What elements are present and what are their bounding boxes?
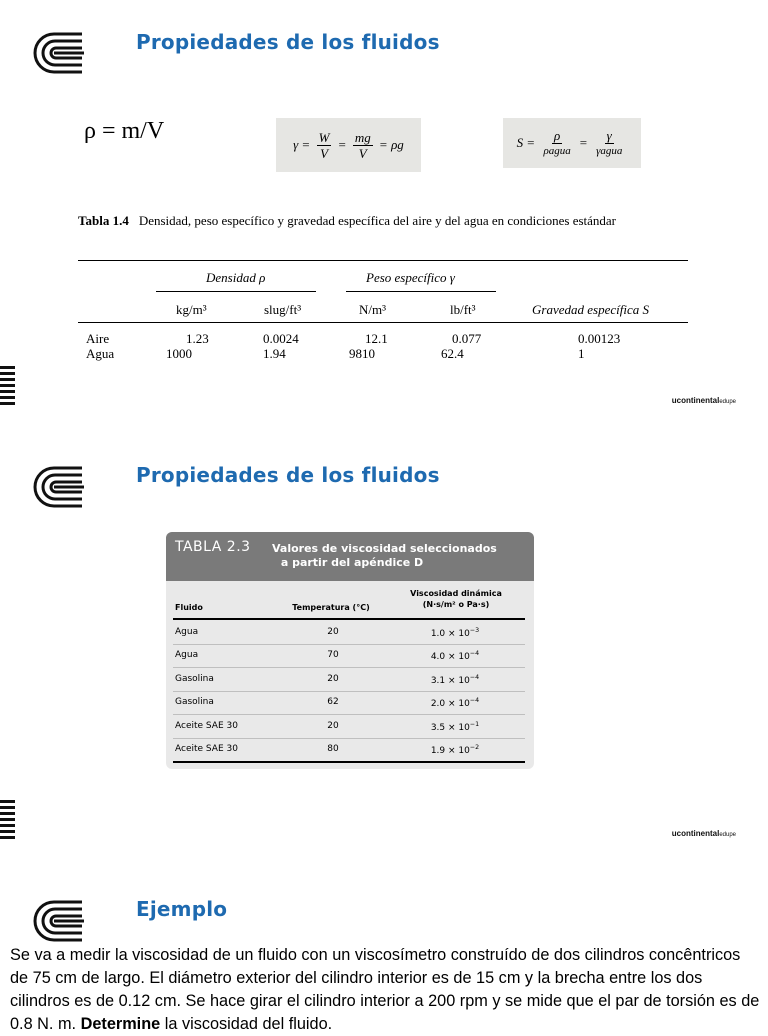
viscosity-cell: $4.0 \times 10^{-4}$	[430, 650, 480, 663]
table-cell: 1.23	[186, 331, 209, 346]
fluid-cell: Agua	[175, 650, 199, 661]
formula-numerator: γ	[606, 127, 612, 143]
brand-suffix: edupe	[719, 832, 736, 838]
table-cell: 62.4	[441, 346, 464, 361]
viscosity-mantissa: 1.0	[430, 629, 446, 639]
viscosity-mantissa: 4.0	[430, 652, 446, 663]
side-bars-icon	[0, 800, 16, 840]
table-row	[173, 691, 525, 715]
col-header-temperature: Temperatura (°C)	[292, 603, 370, 612]
viscosity-mantissa: 2.0	[430, 699, 446, 710]
group-header-density: Densidad ρ	[206, 270, 266, 285]
table-cell: 0.077	[452, 331, 482, 346]
formula-denominator: ρagua	[543, 144, 571, 157]
table-row	[173, 715, 525, 739]
table-caption-line2: a partir del apéndice D	[280, 556, 424, 569]
fluid-cell: Gasolina	[175, 697, 214, 708]
slide-title: Propiedades de los fluidos	[136, 30, 440, 54]
brand-footer	[672, 829, 736, 838]
table-caption-text: Densidad, peso específico y gravedad específica del aire y del agua en condiciones estándar	[138, 213, 617, 228]
ucontinental-logo-icon	[32, 30, 92, 76]
col-header: kg/m³	[176, 302, 207, 317]
fluid-cell: Agua	[175, 627, 199, 637]
viscosity-cell: $3.5 \times 10^{-1}$	[430, 720, 480, 733]
fluid-cell: Aceite SAE 30	[175, 744, 238, 754]
table-caption	[78, 212, 688, 229]
table-caption-line1: Valores de viscosidad seleccionados	[272, 542, 497, 555]
viscosity-exponent: −2	[469, 744, 480, 751]
temperature-cell: 80	[327, 744, 339, 754]
table-label: Tabla 1.4	[78, 213, 129, 228]
col-header-viscosity-line2: (N·s/m² o Pa·s)	[422, 600, 490, 609]
viscosity-mantissa: 1.9	[430, 746, 446, 756]
viscosity-mantissa: 3.5	[430, 722, 446, 733]
density-formula: ρ = m/V	[84, 118, 165, 144]
formula-numerator: ρ	[553, 127, 561, 143]
table-row	[173, 738, 525, 762]
ucontinental-logo-icon	[32, 898, 92, 944]
specific-gravity-formula: S = $\frac{\rho}{\text{ρagua}}$ = $\frac{\gamma}{\text{γagua}}$	[503, 118, 641, 168]
col-header-viscosity	[391, 588, 521, 610]
table-cell: 1.94	[263, 346, 286, 361]
formula-denominator: V	[320, 145, 329, 161]
formula-result: ρg	[391, 137, 404, 152]
table-row	[173, 668, 525, 692]
formula-numerator: mg	[354, 129, 371, 145]
viscosity-exponent: −3	[469, 627, 480, 634]
formula-denominator: V	[358, 145, 367, 161]
col-header-fluid: Fluido	[175, 603, 203, 612]
viscosity-cell: $2.0 \times 10^{-4}$	[430, 697, 480, 710]
viscosity-exponent: −4	[469, 697, 480, 705]
table-cell: 1	[578, 346, 585, 361]
group-header-specific-weight: Peso específico γ	[366, 270, 455, 285]
table-row	[173, 621, 525, 645]
col-header-viscosity-line1: Viscosidad dinámica	[410, 589, 502, 598]
example-text-bold: Determine	[80, 1015, 161, 1033]
col-header: Gravedad específica S	[532, 302, 649, 317]
viscosity-table	[166, 532, 534, 769]
temperature-cell: 20	[327, 627, 339, 637]
fluid-cell: Aceite SAE 30	[175, 720, 238, 731]
col-header: slug/ft³	[264, 302, 302, 317]
table-cell: 1000	[166, 346, 192, 361]
table-cell: 0.00123	[578, 331, 621, 346]
fluid-cell: Gasolina	[175, 673, 214, 684]
example-text-after: la viscosidad del fluido.	[160, 1015, 333, 1033]
table-cell: 12.1	[365, 331, 388, 346]
table-row	[173, 644, 525, 668]
row-name: Aire	[86, 331, 110, 346]
table-cell: 0.0024	[263, 331, 299, 346]
brand-name: ucontinental	[671, 396, 720, 405]
table-cell: 9810	[349, 346, 375, 361]
formula-denominator: γagua	[596, 144, 623, 157]
ucontinental-logo-icon	[32, 464, 92, 510]
example-problem-text	[10, 944, 760, 1036]
formula-symbol: S	[516, 135, 524, 150]
brand-name: ucontinental	[671, 829, 720, 838]
formula-numerator: W	[318, 129, 330, 145]
side-bars-icon	[0, 366, 16, 406]
row-name: Agua	[86, 346, 115, 361]
brand-suffix: edupe	[719, 399, 736, 405]
temperature-cell: 20	[327, 720, 339, 731]
viscosity-cell: $1.0 \times 10^{-3}$	[430, 627, 480, 639]
viscosity-mantissa: 3.1	[430, 675, 446, 686]
col-header: lb/ft³	[450, 302, 476, 317]
table-label: TABLA 2.3	[175, 539, 251, 555]
slide-title: Propiedades de los fluidos	[136, 463, 440, 487]
table-header-band	[166, 532, 534, 581]
temperature-cell: 20	[327, 673, 339, 684]
temperature-cell: 62	[327, 697, 339, 708]
viscosity-cell: $1.9 \times 10^{-2}$	[430, 744, 480, 756]
temperature-cell: 70	[327, 650, 339, 661]
example-text-before: Se va a medir la viscosidad de un fluido con un viscosímetro construído de dos cilindros concêntricos de 75 cm de largo. El diámetro exterior del cilindro interior es de 15 cm y la brecha entre los dos cilindros es de 0.12 cm. Se hace girar el cilindro interior a 200 rpm y se mide que el par de torsión es de 0.8 N. m.	[10, 946, 760, 1033]
viscosity-exponent: −1	[469, 720, 480, 728]
specific-weight-formula: γ = $\frac{W}{V}$ = $\frac{mg}{V}$ = ρg	[276, 118, 421, 172]
slide-1	[0, 0, 768, 430]
col-header: N/m³	[359, 302, 387, 317]
viscosity-exponent: −4	[469, 673, 480, 681]
brand-footer	[672, 396, 736, 405]
formula-symbol: γ	[293, 137, 299, 152]
slide-title: Ejemplo	[136, 897, 228, 921]
viscosity-exponent: −4	[469, 650, 480, 658]
viscosity-cell: $3.1 \times 10^{-4}$	[430, 673, 480, 686]
